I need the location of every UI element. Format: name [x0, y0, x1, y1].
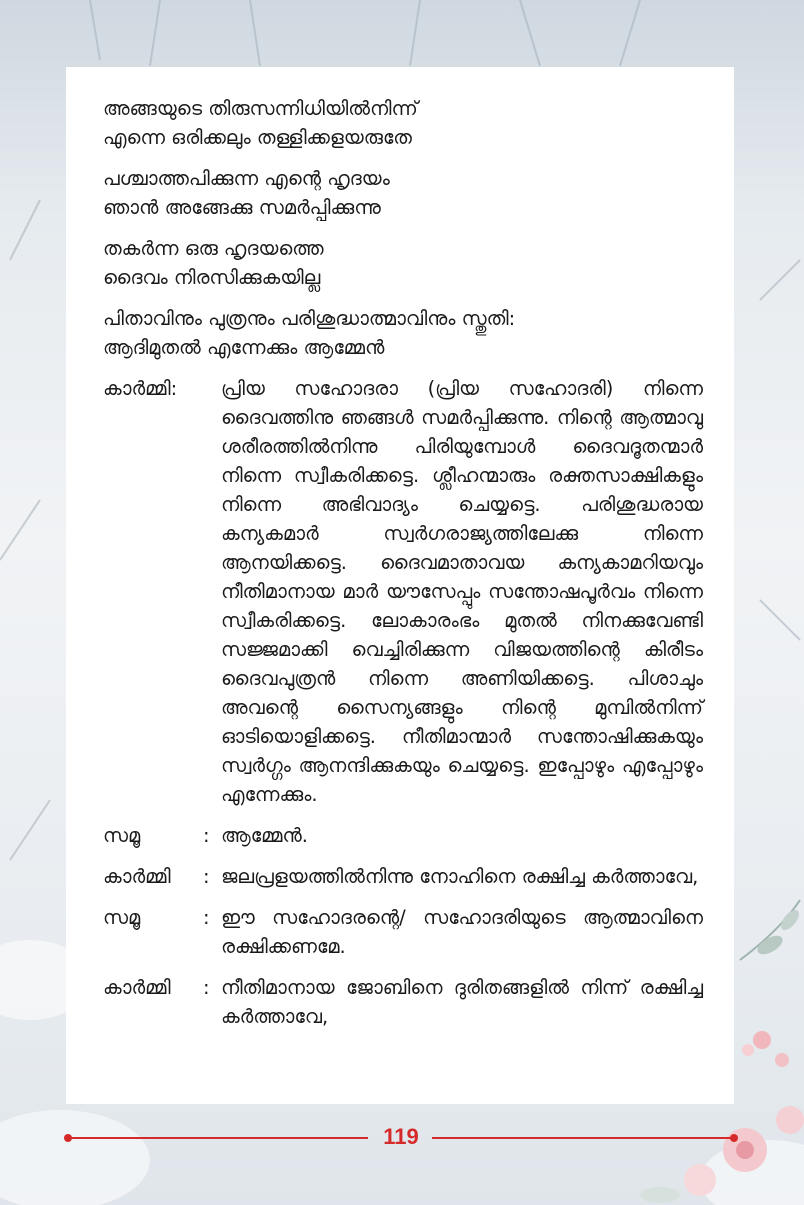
dialogue-text: നീതിമാനായ ജോബിനെ ദുരിതങ്ങളിൽ നിന്ന് രക്ഷിച്ച കർത്താവേ,	[221, 976, 703, 1028]
speaker-separator	[203, 374, 221, 809]
speaker-label: കാർമ്മി	[103, 976, 171, 999]
footer-rule-right	[432, 1137, 734, 1139]
stanza-line: ദൈവം നിരസിക്കുകയില്ല	[103, 266, 321, 289]
document-body	[103, 94, 703, 1043]
dialogue-entry	[103, 973, 703, 1031]
dialogue-text: ആമ്മേൻ.	[221, 824, 309, 847]
stanza-line: എന്നെ ഒരിക്കലും തള്ളിക്കളയരുതേ	[103, 126, 412, 149]
stanza-line: തകർന്ന ഒരു ഹൃദയത്തെ	[103, 237, 324, 260]
dialogue-text: ജലപ്രളയത്തിൽനിന്നു നോഹിനെ രക്ഷിച്ച കർത്താവേ,	[221, 865, 699, 888]
speaker-separator: :	[203, 824, 210, 847]
speaker-separator: :	[203, 976, 210, 999]
page-number: 119	[383, 1124, 419, 1149]
speaker-label: സമൂ	[103, 906, 141, 929]
speaker-label: കാർമ്മി:	[103, 377, 178, 400]
dialogue-entry	[103, 821, 703, 850]
dialogue-entry	[103, 903, 703, 961]
doxology-stanza	[103, 304, 703, 362]
response-stanza-3	[103, 234, 703, 292]
response-stanza-2	[103, 164, 703, 222]
speaker-label: കാർമ്മി	[103, 865, 171, 888]
dialogue-text: ഈ സഹോദരന്റെ/ സഹോദരിയുടെ ആത്മാവിനെ രക്ഷിക്കണമേ.	[221, 906, 703, 958]
speaker-label: സമൂ	[103, 824, 141, 847]
speaker-separator: :	[203, 865, 210, 888]
stanza-line: അങ്ങയുടെ തിരുസന്നിധിയിൽനിന്ന്	[103, 97, 418, 120]
stanza-line: പിതാവിനും പുത്രനും പരിശുദ്ധാത്മാവിനും സ്തുതി:	[103, 307, 516, 330]
dialogue-entry	[103, 374, 703, 809]
dialogue-text: പ്രിയ സഹോദരാ (പ്രിയ സഹോദരി) നിന്നെ ദൈവത്തിനു ഞങ്ങൾ സമർപ്പിക്കുന്നു. നിന്റെ ആത്മാവു ശരീരത്തിൽനിന്നു പിരിയുമ്പോൾ ദൈവദൂതന്മാർ നിന്നെ സ്വീകരിക്കട്ടെ. ശ്ലീഹന്മാരും രക്തസാക്ഷികളും നിന്നെ അഭിവാദ്യം ചെയ്യട്ടെ. പരിശുദ്ധരായ കന്യകമാർ സ്വർഗരാജ്യത്തിലേക്കു നിന്നെ ആനയിക്കട്ടെ. ദൈവമാതാവയ കന്യകാമറിയവും നീതിമാനായ മാർ യൗസേപ്പും സന്തോഷപൂർവം നിന്നെ സ്വീകരിക്കട്ടെ. ലോകാരംഭം മുതൽ നിനക്കുവേണ്ടി സജ്ജമാക്കി വെച്ചിരിക്കുന്ന വിജയത്തിന്റെ കിരീടം ദൈവപുത്രൻ നിന്നെ അണിയിക്കട്ടെ. പിശാചും അവന്റെ സൈന്യങ്ങളും നിന്റെ മുമ്പിൽനിന്ന് ഓടിയൊളിക്കട്ടെ. നീതിമാന്മാർ സന്തോഷിക്കുകയും സ്വർഗ്ഗം ആനന്ദിക്കുകയും ചെയ്യട്ടെ. ഇപ്പോഴും എപ്പോഴും എന്നേക്കും.	[221, 377, 703, 806]
footer-rule-left	[68, 1137, 368, 1139]
stanza-line: ഞാൻ അങ്ങേക്കു സമർപ്പിക്കുന്നു	[103, 196, 381, 219]
stanza-line: പശ്ചാത്തപിക്കുന്ന എന്റെ ഹൃദയം	[103, 167, 390, 190]
page-footer	[0, 1120, 804, 1156]
speaker-separator: :	[203, 906, 210, 929]
footer-dot-right	[730, 1134, 738, 1142]
stanza-line: ആദിമുതൽ എന്നേക്കും ആമ്മേൻ	[103, 336, 385, 359]
response-stanza-1	[103, 94, 703, 152]
dialogue-entry	[103, 862, 703, 891]
